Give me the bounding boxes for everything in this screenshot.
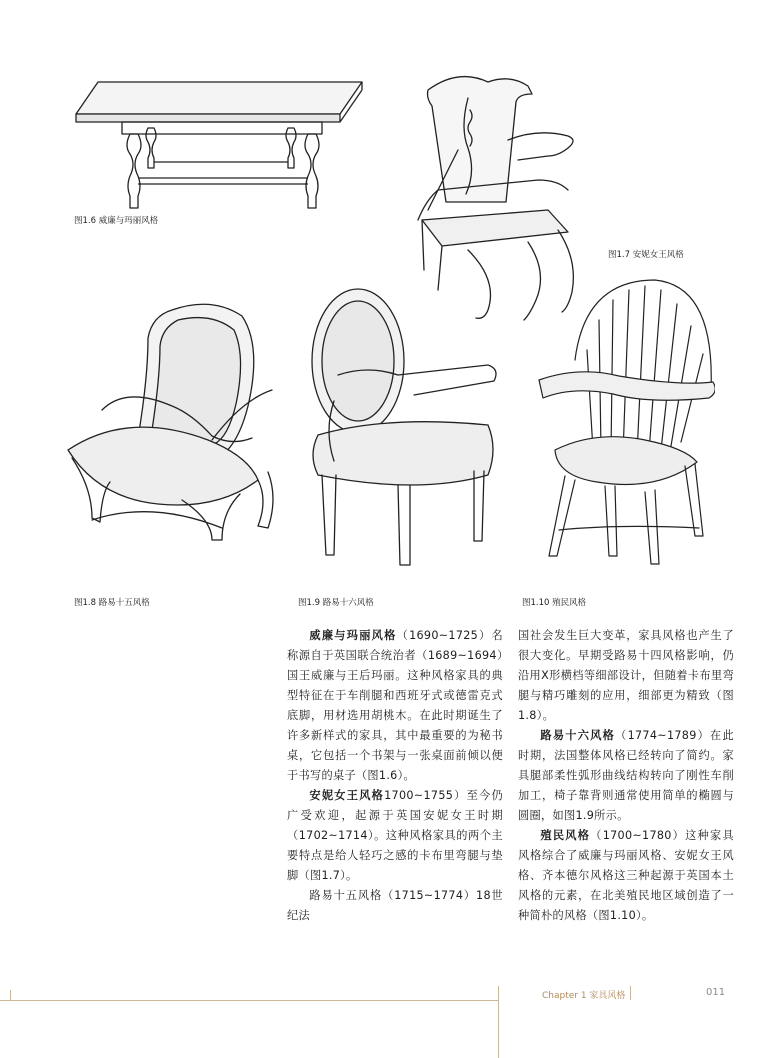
paragraph-body: （1700~1780）这种家具风格综合了威廉与玛丽风格、安妮女王风格、齐本德尔风格这三种起源于英国本土风格的元素，在北美殖民地区域创造了一种简朴的风格（图1.10）。 [518,829,734,922]
page-number: 011 [706,987,726,998]
paragraph-body: （1690~1725）名称源自于英国联合统治者（1689~1694）国王威廉与王后玛丽。这种风格家具的典型特征在于车削腿和西班牙式或德雷克式底脚，用材选用胡桃木。在此时期诞生了许多新样式的家具，其中最重要的为秘书桌，它包括一个书架与一张桌面前倾以便于书写的桌子（图1.6）。 [287,629,503,782]
paragraph [518,626,734,726]
paragraph-body: 路易十五风格（1715~1774）18世纪法 [287,889,503,922]
paragraph-title: 威廉与玛丽风格 [309,629,397,642]
paragraph [518,726,734,826]
paragraph [287,786,503,886]
figure-1-10-windsor-chair-sketch [535,270,715,570]
text-column-left [287,626,503,926]
footer-chapter-label: Chapter 1 家具风格 [542,991,626,1001]
paragraph [287,886,503,926]
paragraph [287,626,503,786]
paragraph-title: 路易十六风格 [540,729,616,742]
figure-caption: 图1.8 路易十五风格 [74,598,150,608]
paragraph-body: （1774~1789）在此时期，法国整体风格已经转向了简约。家具腿部柔性弧形曲线结构转向了刚性车削加工，椅子靠背则通常使用简单的椭圆与圆圈，如图1.9所示。 [518,729,734,822]
figure-caption: 图1.10 殖民风格 [522,598,587,608]
paragraph-body: 1700~1755）至今仍广受欢迎，起源于英国安妮女王时期（1702~1714）。这种风格家具的两个主要特点是给人轻巧之感的卡布里弯腿与垫脚（图1.7）。 [287,789,503,882]
paragraph-body: 国社会发生巨大变革，家具风格也产生了很大变化。早期受路易十四风格影响，仍沿用X形横档等细部设计，但随着卡布里弯腿与精巧雕刻的应用，细部更为精致（图1.8）。 [518,629,734,722]
footer-rule [0,1000,498,1001]
paragraph-title: 殖民风格 [540,829,591,842]
text-column-right [518,626,734,926]
footer-rule-tick [630,986,631,1000]
figure-caption: 图1.7 安妮女王风格 [608,250,684,260]
paragraph [518,826,734,926]
paragraph-title: 安妮女王风格 [309,789,385,802]
footer-rule-tick [10,990,11,1000]
figure-1-8-armchair-sketch [62,290,287,545]
figure-1-6-table-sketch [70,70,370,220]
figure-caption: 图1.9 路易十六风格 [298,598,374,608]
figure-1-9-medallion-chair-sketch [298,285,508,575]
figure-caption: 图1.6 威廉与玛丽风格 [74,216,159,226]
footer-rule-vertical [498,986,499,1058]
